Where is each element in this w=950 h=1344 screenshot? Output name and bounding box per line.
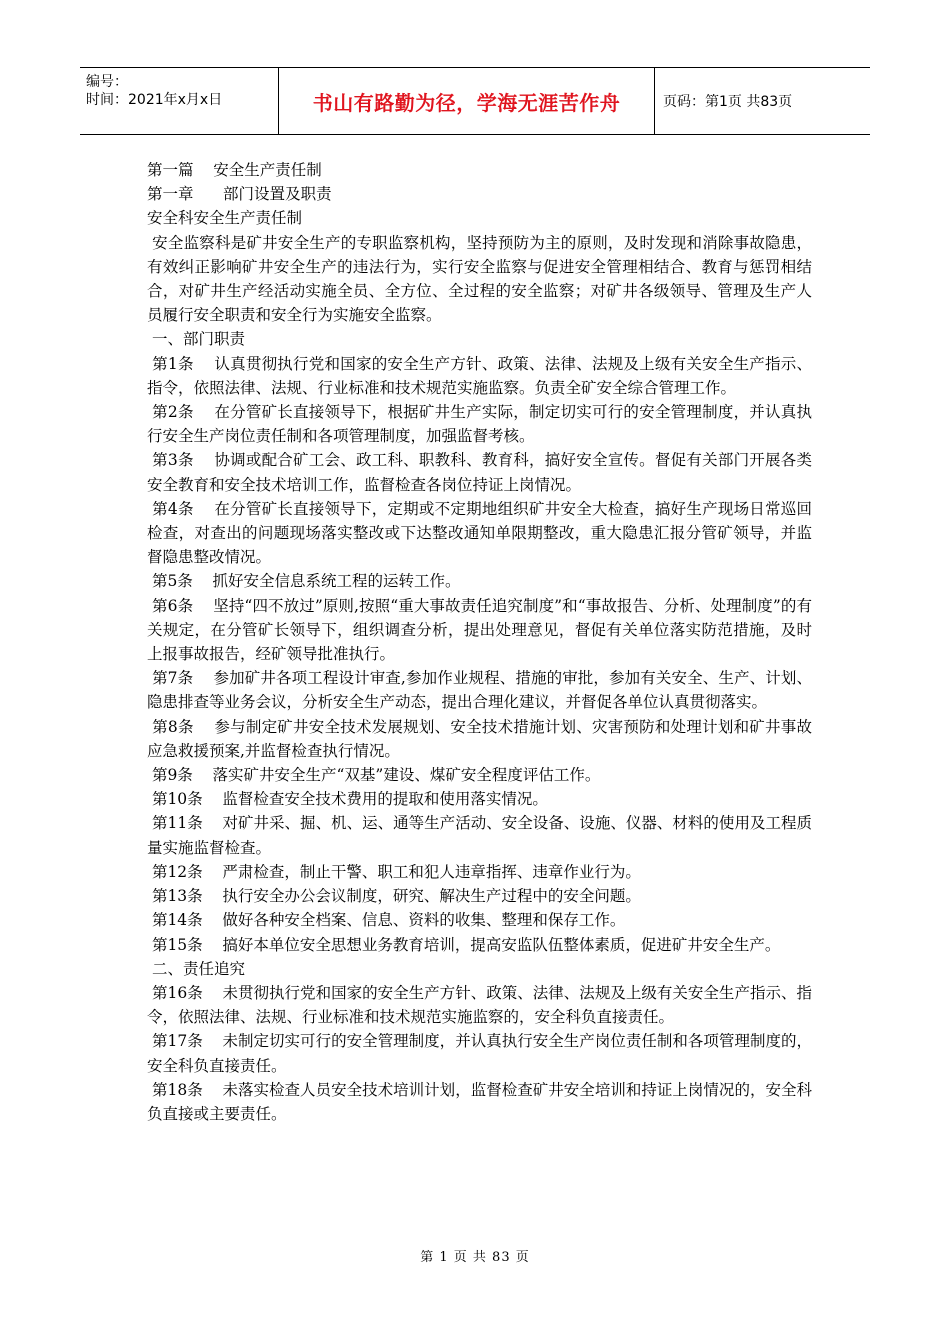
article-paragraph: 第11条 对矿井采、掘、机、运、通等生产活动、安全设备、设施、仪器、材料的使用及工程质量实施监督检查。 bbox=[147, 814, 812, 857]
article-paragraph: 第7条 参加矿井各项工程设计审查,参加作业规程、措施的审批，参加有关安全、生产、计划、隐患排查等业务会议，分析安全生产动态，提出合理化建议，并督促各单位认真贯彻落实。 bbox=[147, 669, 813, 712]
article-paragraph: 第3条 协调或配合矿工会、政工科、职教科、教育科，搞好安全宣传。督促有关部门开展各类安全教育和安全技术培训工作，监督检查各岗位持证上岗情况。 bbox=[147, 451, 812, 494]
document-number-label: 编号： bbox=[86, 74, 128, 90]
header-page-number: 页码：第1页 共83页 bbox=[663, 94, 793, 110]
document-body bbox=[147, 158, 812, 1126]
article-paragraph: 第2条 在分管矿长直接领导下，根据矿井生产实际，制定切实可行的安全管理制度，并认真执行安全生产岗位责任制和各项管理制度，加强监督考核。 bbox=[147, 403, 812, 446]
article-paragraph: 第17条 未制定切实可行的安全管理制度，并认真执行安全生产岗位责任制和各项管理制度的，安全科负直接责任。 bbox=[147, 1032, 812, 1075]
part2-heading: 二、责任追究 bbox=[147, 959, 245, 978]
article-paragraph: 第10条 监督检查安全技术费用的提取和使用落实情况。 bbox=[147, 790, 548, 809]
header-meta bbox=[80, 68, 279, 134]
intro-paragraph: 安全监察科是矿井安全生产的专职监察机构，坚持预防为主的原则，及时发现和消除事故隐患，有效纠正影响矿井安全生产的违法行为，实行安全监察与促进安全管理相结合、教育与惩罚相结合，对矿井生产经活动实施全员、全方位、全过程的安全监察；对矿井各级领导、管理及生产人员履行安全职责和安全行为实施安全监察。 bbox=[147, 233, 812, 325]
article-paragraph: 第18条 未落实检查人员安全技术培训计划，监督检查矿井安全培训和持证上岗情况的，安全科负直接或主要责任。 bbox=[147, 1080, 812, 1123]
article-paragraph: 第1条 认真贯彻执行党和国家的安全生产方针、政策、法律、法规及上级有关安全生产指示、指令，依照法律、法规、行业标准和技术规范实施监察。负责全矿安全综合管理工作。 bbox=[147, 354, 812, 397]
part1-heading: 一、部门职责 bbox=[147, 330, 245, 349]
header-motto: 书山有路勤为径，学海无涯苦作舟 bbox=[279, 68, 655, 134]
part-title: 第一篇 安全生产责任制 bbox=[147, 161, 322, 179]
article-paragraph: 第6条 坚持“四不放过”原则,按照“重大事故责任追究制度”和“事故报告、分析、处理制度”的有关规定，在分管矿长领导下，组织调查分析，提出处理意见，督促有关单位落实防范措施，及时上报事故报告，经矿领导批准执行。 bbox=[147, 596, 812, 664]
chapter-title: 第一章 部门设置及职责 bbox=[147, 185, 332, 204]
article-paragraph: 第14条 做好各种安全档案、信息、资料的收集、整理和保存工作。 bbox=[147, 911, 626, 930]
article-paragraph: 第13条 执行安全办公会议制度，研究、解决生产过程中的安全问题。 bbox=[147, 887, 641, 906]
article-paragraph: 第5条 抓好安全信息系统工程的运转工作。 bbox=[147, 572, 461, 591]
article-paragraph: 第16条 未贯彻执行党和国家的安全生产方针、政策、法律、法规及上级有关安全生产指示、指令，依照法律、法规、行业标准和技术规范实施监察的，安全科负直接责任。 bbox=[147, 983, 812, 1027]
page-footer: 第 1 页 共 83 页 bbox=[420, 1250, 530, 1265]
document-date: 时间：2021年x月x日 bbox=[86, 92, 223, 108]
page-header bbox=[80, 67, 870, 135]
article-paragraph: 第4条 在分管矿长直接领导下，定期或不定期地组织矿井安全大检查，搞好生产现场日常巡回检查，对查出的问题现场落实整改或下达整改通知单限期整改，重大隐患汇报分管矿领导，并监督隐患整改情况。 bbox=[147, 499, 812, 567]
section-title: 安全科安全生产责任制 bbox=[147, 209, 303, 228]
article-paragraph: 第8条 参与制定矿井安全技术发展规划、安全技术措施计划、灾害预防和处理计划和矿井事故应急救援预案,并监督检查执行情况。 bbox=[147, 717, 812, 760]
article-paragraph: 第15条 搞好本单位安全思想业务教育培训，提高安监队伍整体素质，促进矿井安全生产。 bbox=[147, 935, 781, 954]
article-paragraph: 第9条 落实矿井安全生产“双基”建设、煤矿安全程度评估工作。 bbox=[147, 766, 601, 785]
article-paragraph: 第12条 严肃检查，制止干警、职工和犯人违章指挥、违章作业行为。 bbox=[147, 862, 641, 881]
